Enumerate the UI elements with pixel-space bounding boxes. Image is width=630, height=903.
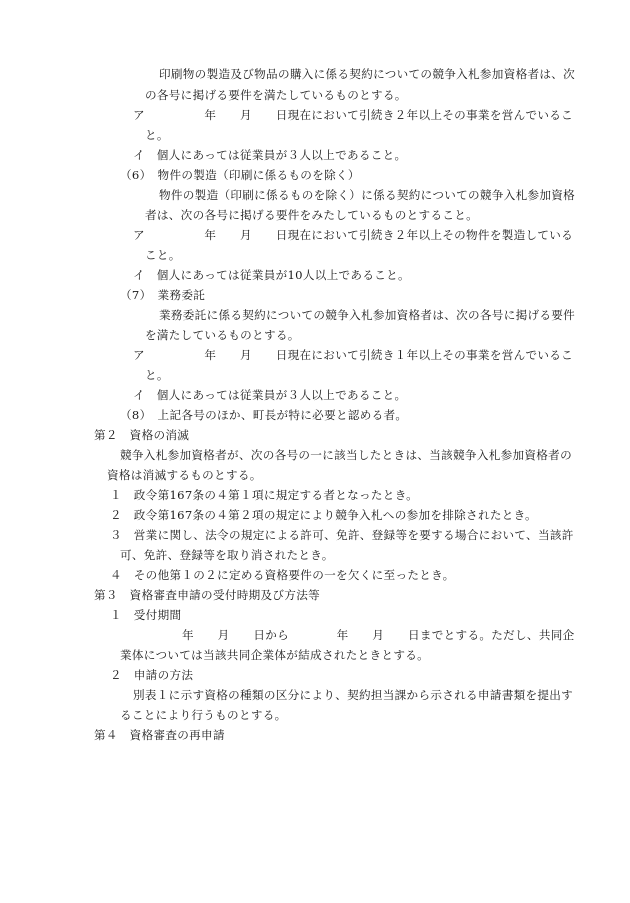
text-line: と。 [145,368,169,382]
text-line: 業体については当該共同企業体が結成されたときとする。 [120,648,430,662]
text-line: と。 [145,128,169,142]
text-line: ア 年 月 日現在において引続き１年以上その事業を営んでいるこ [133,348,574,362]
list-item: １ 政令第167条の４第１項に規定する者となったとき。 [110,488,419,502]
text-line: の各号に掲げる要件を満たしているものとする。 [145,88,407,102]
text-line: 業務委託に係る契約についての競争入札参加資格者は、次の各号に掲げる要件 [159,308,576,322]
text-line: 年 月 日から 年 月 日までとする。ただし、共同企 [182,628,575,642]
list-item: ２ 政令第167条の４第２項の規定により競争入札への参加を排除されたとき。 [110,508,537,522]
text-line: を満たしているものとする。 [145,328,300,342]
text-line: イ 個人にあっては従業員が３人以上であること。 [133,388,407,402]
text-line: 資格は消滅するものとする。 [107,468,262,482]
section-heading: （6） 物件の製造（印刷に係るものを除く） [120,168,360,182]
text-line: ア 年 月 日現在において引続き２年以上その事業を営んでいるこ [133,108,574,122]
chapter-heading: 第２ 資格の消滅 [94,428,190,442]
text-line: 物件の製造（印刷に係るものを除く）に係る契約についての競争入札参加資格 [159,188,576,202]
chapter-heading: 第４ 資格審査の再申請 [94,728,225,742]
list-item: ３ 営業に関し、法令の規定による許可、免許、登録等を要する場合において、当該許 [110,528,574,542]
text-line: 者は、次の各号に掲げる要件をみたしているものとすること。 [145,208,479,222]
list-item: ２ 申請の方法 [110,668,194,682]
text-line: ア 年 月 日現在において引続き２年以上その物件を製造している [133,228,574,242]
section-heading: （8） 上記各号のほか、町長が特に必要と認める者。 [120,408,408,422]
list-item: ４ その他第１の２に定める資格要件の一を欠くに至ったとき。 [110,568,455,582]
text-line: こと。 [145,248,181,262]
list-item: １ 受付期間 [110,608,182,622]
text-line: 印刷物の製造及び物品の購入に係る契約についての競争入札参加資格者は、次 [159,67,576,81]
text-line: イ 個人にあっては従業員が３人以上であること。 [133,148,407,162]
text-line: イ 個人にあっては従業員が10人以上であること。 [133,268,410,282]
text-line: 競争入札参加資格者が、次の各号の一に該当したときは、当該競争入札参加資格者の [120,448,572,462]
text-line: 別表１に示す資格の種類の区分により、契約担当課から示される申請書類を提出す [133,688,574,702]
section-heading: （7） 業務委託 [120,288,206,302]
chapter-heading: 第３ 資格審査申請の受付時期及び方法等 [94,588,320,602]
text-line: 可、免許、登録等を取り消されたとき。 [120,548,334,562]
text-line: ることにより行うものとする。 [120,708,287,722]
